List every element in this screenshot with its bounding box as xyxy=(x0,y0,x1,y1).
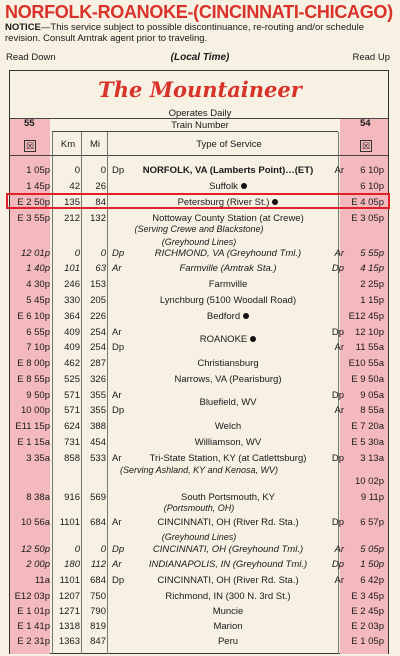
train-number-right: 54 xyxy=(360,118,371,129)
km-value: 1363 xyxy=(58,636,80,647)
time-westbound: 12 50p xyxy=(20,544,50,555)
mi-value: 254 xyxy=(90,327,106,338)
table-row xyxy=(10,589,388,605)
station-name: Petersburg (River St.) xyxy=(177,197,270,208)
station-name: Marion xyxy=(213,621,243,632)
table-row xyxy=(10,419,388,435)
time-westbound: 10 56a xyxy=(20,517,50,528)
mi-value: 226 xyxy=(90,311,106,322)
route-title: NORFOLK-ROANOKE-(CINCINNATI-CHICAGO) xyxy=(5,2,393,22)
time-eastbound: 11 55a xyxy=(355,342,384,353)
time-eastbound: E12 45p xyxy=(348,311,384,322)
dp-ar-left: Dp xyxy=(112,165,125,176)
mi-header: Mi xyxy=(89,139,101,150)
station-name: Welch xyxy=(214,421,242,432)
table-row xyxy=(10,246,388,262)
highlight-box xyxy=(6,193,390,209)
km-value: 246 xyxy=(64,279,80,290)
station-name: CINCINNATI, OH (Greyhound Tml.) xyxy=(152,544,304,555)
time-eastbound: E 2 45p xyxy=(351,606,384,617)
divider xyxy=(10,155,388,156)
time-westbound: E 2 50p xyxy=(17,197,50,208)
km-value: 858 xyxy=(64,453,80,464)
time-eastbound: 9 11p xyxy=(360,492,384,503)
row-note: (Serving Ashland, KY and Kenosa, WV) xyxy=(119,465,279,475)
station-name: CINCINNATI, OH (River Rd. Sta.) xyxy=(157,517,299,528)
table-row xyxy=(10,277,388,293)
time-westbound: E12 03p xyxy=(14,591,50,602)
dp-ar-left: Ar xyxy=(112,559,122,570)
time-eastbound: E 4 05p xyxy=(351,197,384,208)
table-row xyxy=(10,309,388,325)
km-value: 1318 xyxy=(58,621,80,632)
time-westbound: E 1 15a xyxy=(17,437,50,448)
station-name: Lynchburg (5100 Woodall Road) xyxy=(159,295,297,306)
time-eastbound: E 3 45p xyxy=(351,591,384,602)
mi-value: 790 xyxy=(90,606,106,617)
mi-value: 0 xyxy=(100,544,106,555)
train-number-label: Train Number xyxy=(171,120,229,131)
table-row xyxy=(10,403,388,419)
notice-label: NOTICE xyxy=(5,22,41,33)
time-westbound: 10 00p xyxy=(20,405,50,416)
table-row xyxy=(10,388,388,408)
dp-ar-left: Dp xyxy=(112,248,125,259)
time-westbound: 2 00p xyxy=(26,559,50,570)
dp-ar-right: Ar xyxy=(334,165,344,176)
station-name: Nottoway County Station (at Crewe) xyxy=(152,213,304,224)
km-value: 731 xyxy=(64,437,80,448)
km-value: 1207 xyxy=(58,591,80,602)
table-row xyxy=(10,604,388,620)
dp-ar-right: Ar xyxy=(334,405,344,416)
dp-ar-right: Dp xyxy=(331,390,344,401)
table-row xyxy=(10,573,388,589)
km-value: 409 xyxy=(64,327,80,338)
dp-ar-left: Dp xyxy=(112,544,125,555)
mi-value: 153 xyxy=(90,279,106,290)
table-row xyxy=(10,557,388,573)
time-eastbound: E 9 50a xyxy=(351,374,384,385)
mi-value: 63 xyxy=(95,263,106,274)
dp-ar-right: Dp xyxy=(331,517,344,528)
mi-value: 26 xyxy=(95,181,106,192)
km-value: 409 xyxy=(64,342,80,353)
station-name: INDIANAPOLIS, IN (Greyhound Tml.) xyxy=(148,559,308,570)
mi-value: 750 xyxy=(90,591,106,602)
km-value: 525 xyxy=(64,374,80,385)
station-name: NORFOLK, VA (Lamberts Point)…(ET) xyxy=(142,165,314,176)
time-eastbound: 5 55p xyxy=(360,248,384,259)
time-westbound: 7 10p xyxy=(26,342,50,353)
row-note: (Serving Crewe and Blackstone) xyxy=(134,224,264,234)
station-name: Farmville (Amtrak Sta.) xyxy=(179,263,277,274)
mi-value: 847 xyxy=(90,636,106,647)
bus-note: (Greyhound Lines) xyxy=(161,237,237,247)
time-westbound: E11 15p xyxy=(15,421,50,432)
dp-ar-left: Ar xyxy=(112,390,122,401)
table-row xyxy=(10,325,388,345)
mi-value: 454 xyxy=(90,437,106,448)
table-row xyxy=(10,340,388,356)
train-name: The Mountaineer xyxy=(98,77,302,102)
km-value: 1101 xyxy=(59,575,80,586)
train-symbol-icon: ☒ xyxy=(361,141,371,151)
km-header: Km xyxy=(60,139,76,150)
dp-ar-left: Ar xyxy=(112,327,122,338)
time-westbound: 6 55p xyxy=(26,327,50,338)
table-row xyxy=(10,634,388,650)
time-eastbound: 6 42p xyxy=(360,575,384,586)
station-name: Richmond, IN (300 N. 3rd St.) xyxy=(165,591,291,602)
table-row xyxy=(10,356,388,372)
read-up-label: Read Up xyxy=(352,52,390,63)
notice xyxy=(5,22,397,44)
mi-value: 355 xyxy=(90,405,106,416)
mi-value: 819 xyxy=(90,621,106,632)
dp-ar-left: Ar xyxy=(112,517,122,528)
mi-value: 684 xyxy=(90,575,106,586)
station-name: Suffolk xyxy=(209,181,238,192)
time-westbound: 9 50p xyxy=(26,390,50,401)
station-name: RICHMOND, VA (Greyhound Tml.) xyxy=(154,248,302,259)
time-westbound: E 8 55p xyxy=(17,374,50,385)
time-eastbound: 8 55a xyxy=(360,405,384,416)
station-name: Williamson, WV xyxy=(194,437,262,448)
time-eastbound: E10 55a xyxy=(348,358,384,369)
mi-value: 533 xyxy=(90,453,106,464)
time-eastbound: 1 15p xyxy=(360,295,384,306)
km-value: 1271 xyxy=(58,606,80,617)
km-value: 1101 xyxy=(59,517,80,528)
time-westbound: 3 35a xyxy=(26,453,50,464)
dp-ar-right: Dp xyxy=(331,453,344,464)
type-of-service-header: Type of Service xyxy=(196,139,262,150)
local-time-label: (Local Time) xyxy=(170,52,230,63)
table-row xyxy=(10,515,388,531)
mi-value: 205 xyxy=(90,295,106,306)
station-name: ROANOKE xyxy=(199,334,248,345)
mi-value: 569 xyxy=(90,492,106,503)
table-row xyxy=(10,293,388,309)
km-value: 571 xyxy=(64,390,80,401)
time-eastbound: 5 05p xyxy=(360,544,384,555)
table-row xyxy=(10,261,388,277)
mi-value: 355 xyxy=(90,390,106,401)
time-westbound: 4 30p xyxy=(26,279,50,290)
time-eastbound: 3 13a xyxy=(360,453,384,464)
time-eastbound: E 2 03p xyxy=(351,621,384,632)
dp-ar-left: Ar xyxy=(112,453,122,464)
table-row xyxy=(10,542,388,558)
time-eastbound: 2 25p xyxy=(360,279,384,290)
km-value: 180 xyxy=(64,559,80,570)
time-westbound: 11a xyxy=(34,575,50,586)
row-note: (Portsmouth, OH) xyxy=(163,503,235,513)
time-eastbound: E 5 30a xyxy=(351,437,384,448)
table-row xyxy=(10,435,388,451)
dp-ar-right: Dp xyxy=(331,263,344,274)
time-westbound: 5 45p xyxy=(26,295,50,306)
train-symbol-icon: ☒ xyxy=(25,141,35,151)
divider xyxy=(10,118,388,119)
table-row xyxy=(10,163,388,179)
dp-ar-right: Dp xyxy=(331,559,344,570)
stop-dot-icon xyxy=(241,183,247,189)
mi-value: 326 xyxy=(90,374,106,385)
station-name: Farmville xyxy=(208,279,248,290)
time-westbound: E 1 01p xyxy=(17,606,50,617)
mi-value: 0 xyxy=(100,248,106,259)
km-value: 101 xyxy=(64,263,80,274)
time-eastbound: 4 15p xyxy=(360,263,384,274)
station-name: CINCINNATI, OH (River Rd. Sta.) xyxy=(157,575,299,586)
dp-ar-left: Dp xyxy=(112,342,125,353)
time-westbound: E 2 31p xyxy=(17,636,50,647)
time-eastbound: E 7 20a xyxy=(351,421,384,432)
km-value: 212 xyxy=(64,213,80,224)
notice-text: —This service subject to possible discontinuance, re-routing and/or schedule revision. Consult Amtrak agent prior to traveling. xyxy=(5,22,365,44)
time-westbound: E 8 00p xyxy=(17,358,50,369)
station-cell xyxy=(128,309,328,325)
mi-value: 132 xyxy=(90,213,106,224)
time-eastbound: 6 10p xyxy=(360,165,384,176)
station-name: South Portsmouth, KY xyxy=(181,492,275,503)
km-value: 0 xyxy=(74,544,80,555)
km-value: 624 xyxy=(64,421,80,432)
mi-value: 254 xyxy=(90,342,106,353)
mi-value: 388 xyxy=(90,421,106,432)
divider xyxy=(52,131,338,132)
time-westbound: 1 45p xyxy=(26,181,50,192)
station-name: Bedford xyxy=(206,311,241,322)
station-name: Narrows, VA (Pearisburg) xyxy=(174,374,282,385)
time-eastbound: E 3 05p xyxy=(351,213,384,224)
stop-dot-icon xyxy=(243,313,249,319)
km-value: 330 xyxy=(64,295,80,306)
km-value: 0 xyxy=(74,165,80,176)
dp-ar-left: Ar xyxy=(112,263,122,274)
bus-note: (Greyhound Lines) xyxy=(161,532,237,542)
km-value: 916 xyxy=(64,492,80,503)
table-row xyxy=(10,474,388,490)
dp-ar-right: Ar xyxy=(334,342,344,353)
dp-ar-right: Ar xyxy=(334,248,344,259)
train-number-left: 55 xyxy=(24,118,35,129)
km-value: 42 xyxy=(69,181,80,192)
mi-value: 287 xyxy=(90,358,106,369)
time-eastbound: 6 10p xyxy=(360,181,384,192)
time-westbound: 1 05p xyxy=(26,165,50,176)
dp-ar-right: Dp xyxy=(331,327,344,338)
km-value: 0 xyxy=(74,248,80,259)
table-row xyxy=(10,372,388,388)
station-name: Christiansburg xyxy=(197,358,259,369)
mi-value: 84 xyxy=(95,197,106,208)
time-eastbound: E 1 05p xyxy=(351,636,384,647)
km-value: 462 xyxy=(64,358,80,369)
dp-ar-right: Ar xyxy=(334,575,344,586)
time-westbound: 12 01p xyxy=(20,248,50,259)
time-eastbound: 1 50p xyxy=(360,559,384,570)
station-name: Peru xyxy=(217,636,239,647)
time-westbound: E 6 10p xyxy=(17,311,50,322)
km-value: 571 xyxy=(64,405,80,416)
mi-value: 112 xyxy=(90,559,106,570)
time-westbound: E 3 55p xyxy=(17,213,50,224)
km-value: 364 xyxy=(64,311,80,322)
time-eastbound: 12 10p xyxy=(354,327,384,338)
time-westbound: 1 40p xyxy=(26,263,50,274)
dp-ar-left: Dp xyxy=(112,405,125,416)
mi-value: 684 xyxy=(90,517,106,528)
km-value: 135 xyxy=(64,197,80,208)
station-name: Bluefield, WV xyxy=(199,397,257,408)
time-westbound: E 1 41p xyxy=(17,621,50,632)
station-name: Tri-State Station, KY (at Catlettsburg) xyxy=(149,453,307,464)
time-eastbound: 9 05a xyxy=(360,390,384,401)
time-eastbound: 6 57p xyxy=(360,517,384,528)
time-westbound: 8 38a xyxy=(26,492,50,503)
station-name: Muncie xyxy=(212,606,244,617)
operates-daily: Operates Daily xyxy=(168,108,232,119)
mi-value: 0 xyxy=(100,165,106,176)
read-down-label: Read Down xyxy=(6,52,56,63)
table-row xyxy=(10,619,388,635)
dp-ar-right: Ar xyxy=(334,544,344,555)
dp-ar-left: Dp xyxy=(112,575,125,586)
time-eastbound: 10 02p xyxy=(354,476,384,487)
